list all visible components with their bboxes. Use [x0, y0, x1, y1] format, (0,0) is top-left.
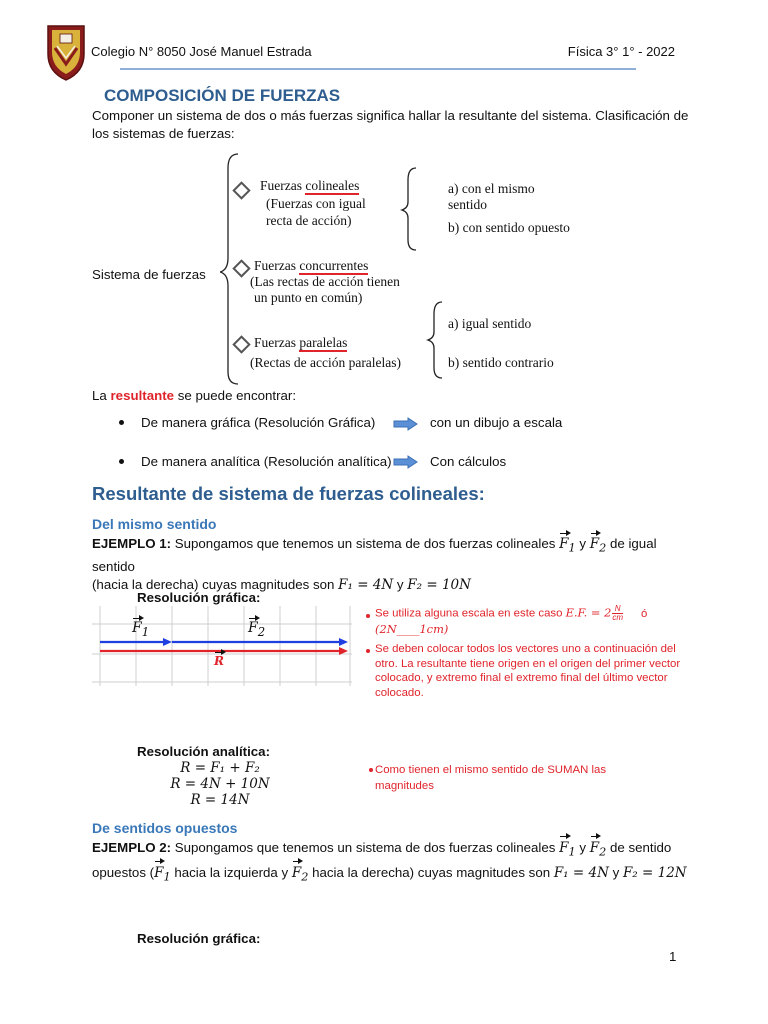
header-divider — [120, 68, 636, 70]
graph-label-2: Resolución gráfica: — [137, 931, 261, 946]
mismo-sentido-heading: Del mismo sentido — [92, 516, 217, 532]
label-f1: $F_1$ — [132, 620, 150, 639]
intro-line-2: los sistemas de fuerzas: — [92, 126, 235, 141]
course-label: Física 3° 1° - 2022 — [567, 44, 675, 59]
school-logo — [46, 24, 86, 82]
opuestos-heading: De sentidos opuestos — [92, 820, 238, 836]
paralelas-option-b: b) sentido contrario — [448, 355, 554, 370]
intro-paragraph — [92, 107, 692, 143]
concurrentes-label: Fuerzas concurrentes — [254, 258, 369, 273]
analytic-note: Como tienen el mismo sentido de SUMAN las magnitudes — [375, 764, 607, 792]
bullet — [119, 420, 124, 425]
method-analytic: De manera analítica (Resolución analítica) — [141, 454, 392, 469]
scale-note: Se utiliza alguna escala en este caso E.F. = 2 $\frac{N}{cm}$ ó (2N____1cm) — [375, 604, 648, 636]
school-name: Colegio N° 8050 José Manuel Estrada — [91, 44, 312, 59]
vector-diagram-1 — [92, 606, 352, 686]
paralelas-option-a: a) igual sentido — [448, 316, 532, 331]
right-arrow-icon — [393, 417, 419, 431]
page-number: 1 — [669, 949, 677, 964]
paralelas-label: Fuerzas paralelas — [254, 335, 348, 350]
label-r: R — [214, 654, 224, 668]
concurrentes-desc: (Las rectas de acción tienen un punto en común) — [250, 274, 400, 305]
colineales-desc: (Fuerzas con igual recta de acción) — [266, 196, 366, 228]
bullet — [119, 459, 124, 464]
sistema-de-fuerzas-label: Sistema de fuerzas — [92, 267, 206, 282]
colineales-option-a: a) con el mismo sentido — [448, 181, 535, 212]
label-f2: $F_2$ — [248, 620, 266, 639]
example-2: EJEMPLO 2: Supongamos que tenemos un sistema de dos fuerzas colineales $F_1$ y $F_2$ de sentido opuestos ($F_1$ hacia la izquierda y $F_2$ hacia la derecha) cuyas magnitudes son F₁ = 4N y F₂ = 12N — [92, 840, 687, 884]
graph-label-1: Resolución gráfica: — [137, 590, 261, 605]
right-arrow-icon — [393, 455, 419, 469]
method-analytic-result: Con cálculos — [430, 454, 507, 469]
analytic-equations: R = F₁ + F₂ R = 4N + 10N R = 14N — [170, 760, 270, 808]
colineales-label: Fuerzas colineales — [260, 178, 360, 193]
intro-line-1: Componer un sistema de dos o más fuerzas significa hallar la resultante del sistema. Clasificación de — [92, 108, 689, 123]
colineales-option-b: b) con sentido opuesto — [448, 220, 570, 235]
section-title: COMPOSICIÓN DE FUERZAS — [104, 86, 341, 105]
vector-placement-note: Se deben colocar todos los vectores uno a continuación del otro. La resultante tiene origen en el origen del primer vector colocado, y extremo final el extremo final del último vector colocado. — [375, 643, 681, 699]
resultante-intro: La resultante se puede encontrar: — [92, 388, 297, 403]
vector-f1-head — [163, 638, 172, 646]
example-1: EJEMPLO 1: Supongamos que tenemos un sistema de dos fuerzas colineales $F_1$ y $F_2$ de igual sentido (hacia la derecha) cuyas magnitudes son F₁ = 4N y F₂ = 10N — [92, 536, 657, 593]
vector-f2-head — [339, 638, 348, 646]
method-graphic: De manera gráfica (Resolución Gráfica) — [141, 415, 376, 430]
analytic-label: Resolución analítica: — [137, 744, 271, 759]
colineales-heading: Resultante de sistema de fuerzas colineales: — [92, 483, 485, 504]
method-graphic-result: con un dibujo a escala — [430, 415, 563, 430]
paralelas-desc: (Rectas de acción paralelas) — [250, 355, 402, 370]
red-bullet — [366, 614, 370, 618]
red-bullet — [366, 649, 370, 653]
red-bullet — [369, 768, 373, 772]
classification-figure — [220, 150, 576, 386]
